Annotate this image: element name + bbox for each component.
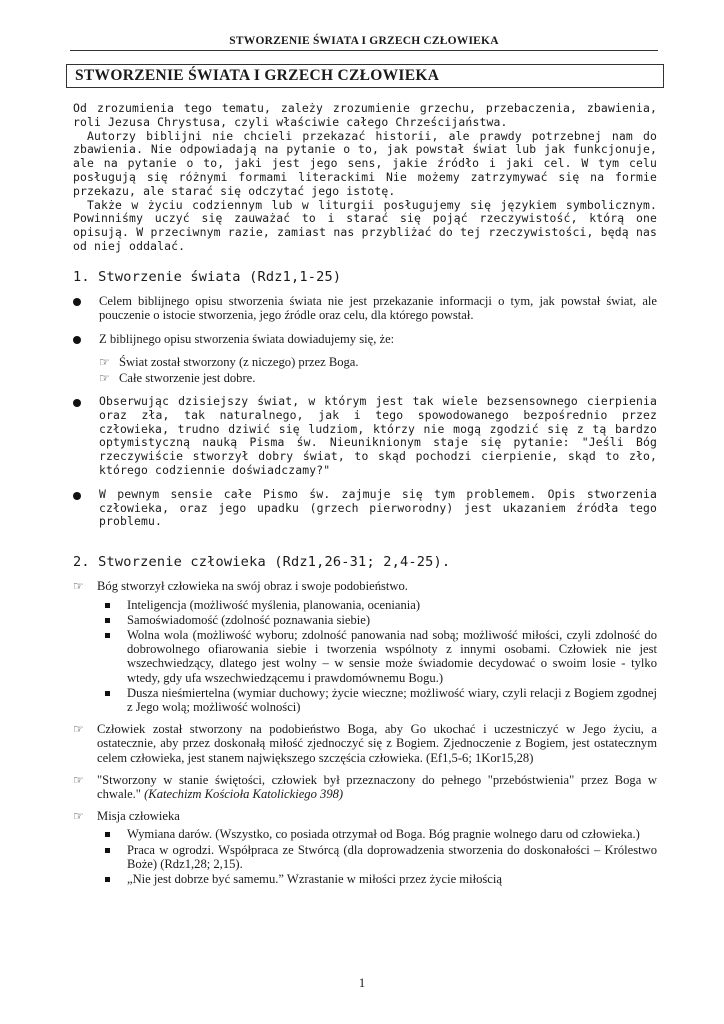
square-bullet-icon <box>105 603 110 608</box>
item-text: Człowiek został stworzony na podobieństwo Boga, aby Go ukochać i uczestniczyć w Jego życiu, a ostatecznie, aby przez doskonałą miłość zjednoczyć się z Bogiem. Zjednoczenie z Bogiem, jest ostatecznym celem człowieka, jest stanem największego szczęścia człowieka. (Ef1,5-6; 1Kor15,28) <box>97 722 657 765</box>
square-bullet-icon <box>105 633 110 638</box>
bullet-icon <box>73 298 81 306</box>
sub-item-text: Wolna wola (możliwość wyboru; zdolność panowania nad sobą; możliwość miłości, czyli zdolność do dobrowolnego ofiarowania siebie i tworzenia wspólnoty z innymi osobami. Człowiek nie jest wszechwiedzący, dlatego jest wolny – w sensie może świadomie decydować o swoim losie - tylko wtedy, gdy ufa wszechwiedzącemu i prawdomównemu Bogu.) <box>127 627 657 685</box>
list-item <box>99 371 657 385</box>
bullet-text: Obserwując dzisiejszy świat, w którym jest tak wiele bezsensownego cierpienia oraz zła, tak naturalnego, jak i tego spowodowanego bezpośrednio przez człowieka, trudno dziwić się ludziom, którzy nie mogą zgodzić się z tą bardzo optymistyczną nauką Pisma św. Nieuniknionym staje się pytanie: "Jeśli Bóg rzeczywiście stworzył dobry świat, to skąd pochodzi cierpienie, skąd to zło, którego codziennie doświadczamy?" <box>99 393 657 477</box>
page-number: 1 <box>358 975 366 990</box>
section-1-heading: 1. Stworzenie świata (Rdz1,1-25) <box>73 268 342 285</box>
sub-item-text: Samoświadomość (zdolność poznawania siebie) <box>127 612 371 627</box>
sub-list <box>99 355 657 385</box>
list-item <box>97 827 657 841</box>
pointing-hand-icon: ☞ <box>73 579 84 594</box>
list-item <box>97 872 657 886</box>
running-header: STWORZENIE ŚWIATA I GRZECH CZŁOWIEKA <box>229 35 499 47</box>
section-2-heading: 2. Stworzenie człowieka (Rdz1,26-31; 2,4-25). <box>73 554 451 571</box>
sub-list <box>97 827 657 886</box>
list-item <box>97 613 657 627</box>
section-2-list <box>73 579 657 886</box>
square-bullet-icon <box>105 832 110 837</box>
intro-paragraph-2: Autorzy biblijni nie chcieli przekazać historii, ale prawdy potrzebnej nam do zbawienia. Nie odpowiadają na pytanie o to, jak powstał świat lub jak funkcjonuje, ale na pytanie o to, jaki jest jego sens, jakie źródło i jaki cel. W tym celu posługują się różnymi formami literackimi Nie możemy zatrzymywać się na formie przekazu, ale starać się odczytać jego istotę. <box>73 128 657 198</box>
pointing-hand-icon: ☞ <box>73 722 84 737</box>
square-bullet-icon <box>105 848 110 853</box>
bullet-icon <box>73 399 81 407</box>
sub-list <box>97 598 657 715</box>
list-item <box>73 294 657 322</box>
square-bullet-icon <box>105 618 110 623</box>
square-bullet-icon <box>105 691 110 696</box>
sub-item-text: Całe stworzenie jest dobre. <box>119 370 256 385</box>
list-item <box>97 628 657 685</box>
list-item <box>97 686 657 714</box>
pointing-hand-icon: ☞ <box>99 370 110 385</box>
catechism-source: (Katechizm Kościoła Katolickiego 398) <box>144 787 344 801</box>
sub-item-text: Dusza nieśmiertelna (wymiar duchowy; życie wieczne; możliwość wiary, czyli relacji z Bogiem zgodnej z Jego wolą; możliwość wolności) <box>127 685 657 714</box>
document-title: STWORZENIE ŚWIATA I GRZECH CZŁOWIEKA <box>66 64 664 88</box>
list-item <box>99 355 657 369</box>
sub-item-text: Świat został stworzony (z niczego) przez Boga. <box>119 354 359 369</box>
catechism-quote: "Stworzony w stanie świętości, człowiek był przeznaczony do pełnego "przebóstwienia" przez Boga w chwale." <box>97 772 657 801</box>
item-text: Misja człowieka <box>97 809 180 824</box>
item-text <box>97 773 657 801</box>
square-bullet-icon <box>105 877 110 882</box>
list-item <box>73 579 657 714</box>
pointing-hand-icon: ☞ <box>99 354 110 369</box>
list-item <box>73 773 657 801</box>
pointing-hand-icon: ☞ <box>73 809 84 824</box>
section-1-bullets <box>73 294 657 529</box>
sub-item-text: Inteligencja (możliwość myślenia, planowania, oceniania) <box>127 597 421 612</box>
list-item <box>73 488 657 529</box>
bullet-icon <box>73 492 81 500</box>
intro-paragraph-1: Od zrozumienia tego tematu, zależy zrozumienie grzechu, przebaczenia, zbawienia, roli Jezusa Chrystusa, czyli właściwie całego Chrześcijaństwa. <box>73 101 657 129</box>
header-rule <box>70 50 658 51</box>
intro-paragraph-3: Także w życiu codziennym lub w liturgii posługujemy się językiem symbolicznym. Powinniśmy uczyć się zauważać to i starać się pojąć rzeczywistość, którą one opisują. W przeciwnym razie, zamiast nas przybliżać do tej rzeczywistości, będą nas od niej oddalać. <box>73 197 657 253</box>
sub-item-text: Praca w ogrodzi. Współpraca ze Stwórcą (dla doprowadzenia stworzenia do doskonałości – Królestwo Boże) (Rdz1,28; 2,15). <box>127 842 657 871</box>
list-item <box>73 722 657 765</box>
sub-item-text: Wymiana darów. (Wszystko, co posiada otrzymał od Boga. Bóg pragnie wolnego daru od człowieka.) <box>127 827 640 842</box>
list-item <box>73 332 657 385</box>
item-text: Bóg stworzył człowieka na swój obraz i swoje podobieństwo. <box>97 579 408 594</box>
list-item <box>97 598 657 612</box>
list-item <box>73 809 657 886</box>
list-item <box>73 395 657 478</box>
document-body <box>73 102 657 894</box>
pointing-hand-icon: ☞ <box>73 772 84 787</box>
bullet-text: Celem biblijnego opisu stworzenia świata nie jest przekazanie informacji o tym, jak powstał świat, ale pouczenie o istocie stworzenia, jego źródle oraz celu, dla którego powstał. <box>99 293 657 323</box>
bullet-text: W pewnym sensie całe Pismo św. zajmuje się tym problemem. Opis stworzenia człowieka, oraz jego upadku (grzech pierworodny) jest ukazaniem źródła tego problemu. <box>99 486 657 529</box>
bullet-icon <box>73 336 81 344</box>
bullet-text: Z biblijnego opisu stworzenia świata dowiadujemy się, że: <box>99 332 395 347</box>
list-item <box>97 843 657 871</box>
sub-item-text: „Nie jest dobrze być samemu.” Wzrastanie w miłości przez życie miłością <box>127 872 502 887</box>
